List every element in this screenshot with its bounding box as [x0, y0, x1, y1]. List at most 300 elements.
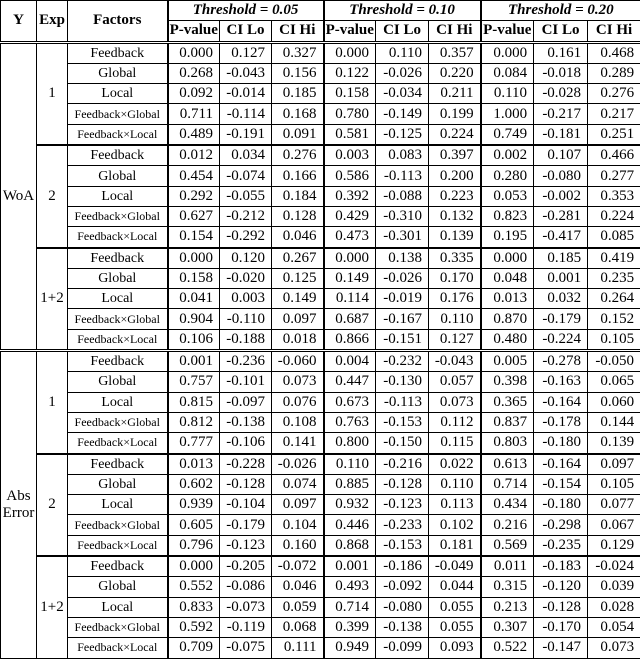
ci-lo-cell: -0.120	[534, 577, 588, 597]
header-ci-lo: CI Lo	[220, 21, 272, 42]
ci-lo-cell: -0.205	[220, 556, 272, 577]
ci-lo-cell: -0.099	[376, 638, 429, 658]
pvalue-cell: 0.447	[324, 372, 376, 392]
pvalue-cell: 0.149	[324, 268, 376, 288]
ci-hi-cell: 0.139	[429, 227, 481, 248]
ci-lo-cell: -0.128	[220, 474, 272, 494]
ci-lo-cell: -0.130	[376, 372, 429, 392]
ci-lo-cell: -0.310	[376, 206, 429, 226]
ci-hi-cell: 0.129	[588, 535, 640, 556]
ci-lo-cell: -0.292	[220, 227, 272, 248]
ci-lo-cell: -0.164	[534, 392, 588, 412]
table-row	[1, 372, 640, 392]
pvalue-cell: 0.048	[481, 268, 534, 288]
ci-lo-cell: -0.097	[220, 392, 272, 412]
ci-lo-cell: -0.153	[376, 412, 429, 432]
pvalue-cell: 0.714	[481, 474, 534, 494]
header-ci-hi: CI Hi	[429, 21, 481, 42]
ci-hi-cell: 0.220	[429, 63, 481, 83]
ci-hi-cell: -0.043	[429, 351, 481, 372]
pvalue-cell: 0.154	[168, 227, 220, 248]
ci-lo-cell: 0.110	[376, 42, 429, 63]
pvalue-cell: 0.454	[168, 166, 220, 186]
ci-lo-cell: 0.003	[220, 289, 272, 309]
ci-hi-cell: 0.335	[429, 248, 481, 269]
ci-lo-cell: -0.034	[376, 84, 429, 104]
ci-lo-cell: -0.080	[376, 597, 429, 617]
ci-lo-cell: -0.086	[220, 577, 272, 597]
table-row	[1, 556, 640, 577]
header-row-thresholds	[1, 1, 640, 21]
ci-hi-cell: 0.112	[429, 412, 481, 432]
ci-lo-cell: 0.032	[534, 289, 588, 309]
ci-lo-cell: -0.113	[376, 166, 429, 186]
pvalue-cell: 0.110	[481, 84, 534, 104]
experiment-cell: 1+2	[37, 248, 68, 351]
header-ci-lo: CI Lo	[534, 21, 588, 42]
ci-hi-cell: 0.211	[429, 84, 481, 104]
ci-lo-cell: -0.217	[534, 104, 588, 124]
ci-hi-cell: 0.327	[272, 42, 324, 63]
ci-lo-cell: -0.301	[376, 227, 429, 248]
pvalue-cell: 0.837	[481, 412, 534, 432]
ci-hi-cell: 0.264	[588, 289, 640, 309]
ci-hi-cell: 0.057	[429, 372, 481, 392]
pvalue-cell: 0.803	[481, 433, 534, 454]
ci-hi-cell: 0.152	[588, 309, 640, 329]
table-row	[1, 433, 640, 454]
ci-lo-cell: -0.233	[376, 515, 429, 535]
ci-lo-cell: -0.235	[534, 535, 588, 556]
pvalue-cell: 0.398	[481, 372, 534, 392]
header-pvalue: P-value	[481, 21, 534, 42]
table-row	[1, 329, 640, 350]
ci-hi-cell: 0.067	[588, 515, 640, 535]
ci-lo-cell: -0.055	[220, 186, 272, 206]
ci-hi-cell: 0.046	[272, 577, 324, 597]
ci-hi-cell: 0.044	[429, 577, 481, 597]
ci-lo-cell: -0.075	[220, 638, 272, 658]
table-row	[1, 412, 640, 432]
factor-cell: Feedback	[68, 351, 168, 372]
ci-lo-cell: -0.002	[534, 186, 588, 206]
ci-hi-cell: 0.060	[588, 392, 640, 412]
pvalue-cell: 0.833	[168, 597, 220, 617]
experiment-cell: 2	[37, 454, 68, 556]
pvalue-cell: 0.399	[324, 617, 376, 637]
ci-lo-cell: 0.138	[376, 248, 429, 269]
table-row	[1, 309, 640, 329]
pvalue-cell: 0.763	[324, 412, 376, 432]
ci-hi-cell: 0.073	[588, 638, 640, 658]
pvalue-cell: 0.586	[324, 166, 376, 186]
header-pvalue: P-value	[168, 21, 220, 42]
pvalue-cell: 0.446	[324, 515, 376, 535]
ci-lo-cell: -0.113	[376, 392, 429, 412]
ci-lo-cell: -0.106	[220, 433, 272, 454]
factor-cell: Feedback	[68, 556, 168, 577]
ci-hi-cell: 0.357	[429, 42, 481, 63]
ci-hi-cell: 0.128	[272, 206, 324, 226]
y-variable-cell: Abs Error	[1, 351, 37, 658]
pvalue-cell: 0.213	[481, 597, 534, 617]
pvalue-cell: 0.673	[324, 392, 376, 412]
table-row	[1, 186, 640, 206]
pvalue-cell: 0.904	[168, 309, 220, 329]
experiment-cell: 1	[37, 42, 68, 145]
ci-lo-cell: -0.110	[220, 309, 272, 329]
pvalue-cell: 0.627	[168, 206, 220, 226]
factor-cell: Global	[68, 474, 168, 494]
factor-cell: Feedback×Global	[68, 104, 168, 124]
table-row	[1, 227, 640, 248]
ci-hi-cell: 0.046	[272, 227, 324, 248]
pvalue-cell: 0.613	[481, 454, 534, 475]
pvalue-cell: 0.932	[324, 495, 376, 515]
ci-lo-cell: -0.092	[376, 577, 429, 597]
pvalue-cell: 1.000	[481, 104, 534, 124]
pvalue-cell: 0.885	[324, 474, 376, 494]
ci-lo-cell: -0.236	[220, 351, 272, 372]
ci-lo-cell: -0.417	[534, 227, 588, 248]
ci-hi-cell: 0.076	[272, 392, 324, 412]
ci-hi-cell: 0.115	[429, 433, 481, 454]
ci-lo-cell: -0.179	[534, 309, 588, 329]
ci-hi-cell: 0.091	[272, 124, 324, 145]
ci-lo-cell: -0.164	[534, 454, 588, 475]
ci-hi-cell: 0.085	[588, 227, 640, 248]
ci-lo-cell: -0.153	[376, 535, 429, 556]
ci-lo-cell: 0.120	[220, 248, 272, 269]
ci-hi-cell: 0.018	[272, 329, 324, 350]
table-row	[1, 124, 640, 145]
factor-cell: Feedback	[68, 248, 168, 269]
ci-hi-cell: 0.104	[272, 515, 324, 535]
ci-lo-cell: -0.119	[220, 617, 272, 637]
ci-lo-cell: -0.043	[220, 63, 272, 83]
ci-lo-cell: -0.188	[220, 329, 272, 350]
ci-lo-cell: -0.114	[220, 104, 272, 124]
ci-hi-cell: 0.097	[272, 495, 324, 515]
header-threshold-010: Threshold = 0.10	[324, 1, 481, 21]
pvalue-cell: 0.605	[168, 515, 220, 535]
factor-cell: Global	[68, 372, 168, 392]
pvalue-cell: 0.823	[481, 206, 534, 226]
ci-lo-cell: -0.149	[376, 104, 429, 124]
pvalue-cell: 0.307	[481, 617, 534, 637]
factor-cell: Feedback×Local	[68, 433, 168, 454]
table-row	[1, 392, 640, 412]
pvalue-cell: 0.001	[324, 556, 376, 577]
pvalue-cell: 0.581	[324, 124, 376, 145]
pvalue-cell: 0.429	[324, 206, 376, 226]
ci-hi-cell: 0.065	[588, 372, 640, 392]
ci-hi-cell: 0.251	[588, 124, 640, 145]
pvalue-cell: 0.000	[168, 248, 220, 269]
ci-lo-cell: -0.020	[220, 268, 272, 288]
ci-hi-cell: 0.093	[429, 638, 481, 658]
ci-hi-cell: 0.054	[588, 617, 640, 637]
ci-hi-cell: 0.108	[272, 412, 324, 432]
ci-lo-cell: -0.298	[534, 515, 588, 535]
ci-hi-cell: 0.039	[588, 577, 640, 597]
ci-hi-cell: 0.224	[588, 206, 640, 226]
ci-hi-cell: 0.141	[272, 433, 324, 454]
ci-lo-cell: -0.278	[534, 351, 588, 372]
ci-hi-cell: 0.055	[429, 617, 481, 637]
ci-hi-cell: -0.024	[588, 556, 640, 577]
pvalue-cell: 0.000	[481, 42, 534, 63]
ci-lo-cell: -0.104	[220, 495, 272, 515]
pvalue-cell: 0.004	[324, 351, 376, 372]
ci-lo-cell: -0.180	[534, 433, 588, 454]
ci-hi-cell: 0.113	[429, 495, 481, 515]
factor-cell: Feedback×Global	[68, 515, 168, 535]
pvalue-cell: 0.434	[481, 495, 534, 515]
factor-cell: Feedback×Local	[68, 227, 168, 248]
ci-hi-cell: 0.156	[272, 63, 324, 83]
ci-lo-cell: -0.216	[376, 454, 429, 475]
ci-hi-cell: 0.110	[429, 309, 481, 329]
ci-lo-cell: -0.147	[534, 638, 588, 658]
ci-lo-cell: -0.281	[534, 206, 588, 226]
ci-hi-cell: 0.277	[588, 166, 640, 186]
header-threshold-005: Threshold = 0.05	[168, 1, 324, 21]
ci-hi-cell: 0.160	[272, 535, 324, 556]
pvalue-cell: 0.777	[168, 433, 220, 454]
ci-lo-cell: -0.080	[534, 166, 588, 186]
header-pvalue: P-value	[324, 21, 376, 42]
pvalue-cell: 0.013	[481, 289, 534, 309]
ci-hi-cell: -0.049	[429, 556, 481, 577]
ci-lo-cell: -0.028	[534, 84, 588, 104]
ci-lo-cell: -0.101	[220, 372, 272, 392]
ci-lo-cell: -0.186	[376, 556, 429, 577]
pvalue-cell: 0.084	[481, 63, 534, 83]
ci-hi-cell: 0.466	[588, 145, 640, 166]
ci-hi-cell: -0.060	[272, 351, 324, 372]
factor-cell: Feedback	[68, 42, 168, 63]
ci-hi-cell: 0.468	[588, 42, 640, 63]
ci-hi-cell: 0.139	[588, 433, 640, 454]
ci-hi-cell: 0.073	[429, 392, 481, 412]
factor-cell: Feedback×Local	[68, 535, 168, 556]
ci-lo-cell: -0.163	[534, 372, 588, 392]
factor-cell: Local	[68, 186, 168, 206]
table-body	[1, 42, 640, 658]
pvalue-cell: 0.195	[481, 227, 534, 248]
ci-hi-cell: 0.199	[429, 104, 481, 124]
ci-hi-cell: 0.097	[588, 454, 640, 475]
ci-hi-cell: 0.217	[588, 104, 640, 124]
ci-lo-cell: -0.232	[376, 351, 429, 372]
pvalue-cell: 0.489	[168, 124, 220, 145]
ci-hi-cell: 0.022	[429, 454, 481, 475]
ci-hi-cell: 0.176	[429, 289, 481, 309]
table-row	[1, 289, 640, 309]
ci-lo-cell: 0.127	[220, 42, 272, 63]
ci-hi-cell: -0.050	[588, 351, 640, 372]
factor-cell: Global	[68, 577, 168, 597]
header-factors: Factors	[68, 1, 168, 43]
ci-hi-cell: 0.111	[272, 638, 324, 658]
table-row	[1, 454, 640, 475]
ci-hi-cell: -0.026	[272, 454, 324, 475]
factor-cell: Feedback×Local	[68, 124, 168, 145]
ci-lo-cell: -0.019	[376, 289, 429, 309]
pvalue-cell: 0.392	[324, 186, 376, 206]
ci-hi-cell: 0.097	[272, 309, 324, 329]
ci-lo-cell: -0.125	[376, 124, 429, 145]
pvalue-cell: 0.868	[324, 535, 376, 556]
ci-hi-cell: 0.125	[272, 268, 324, 288]
ci-hi-cell: 0.068	[272, 617, 324, 637]
pvalue-cell: 0.522	[481, 638, 534, 658]
factor-cell: Local	[68, 597, 168, 617]
table-row	[1, 535, 640, 556]
table-row	[1, 638, 640, 658]
pvalue-cell: 0.114	[324, 289, 376, 309]
pvalue-cell: 0.000	[324, 248, 376, 269]
header-ci-hi: CI Hi	[588, 21, 640, 42]
table-row	[1, 145, 640, 166]
pvalue-cell: 0.939	[168, 495, 220, 515]
factor-cell: Feedback	[68, 145, 168, 166]
factor-cell: Local	[68, 289, 168, 309]
ci-lo-cell: -0.191	[220, 124, 272, 145]
ci-hi-cell: 0.289	[588, 63, 640, 83]
ci-hi-cell: 0.028	[588, 597, 640, 617]
ci-lo-cell: 0.083	[376, 145, 429, 166]
table-row	[1, 206, 640, 226]
ci-hi-cell: 0.397	[429, 145, 481, 166]
ci-hi-cell: 0.105	[588, 474, 640, 494]
ci-hi-cell: 0.170	[429, 268, 481, 288]
pvalue-cell: 0.110	[324, 454, 376, 475]
table-row	[1, 63, 640, 83]
ci-lo-cell: -0.180	[534, 495, 588, 515]
ci-lo-cell: -0.181	[534, 124, 588, 145]
pvalue-cell: 0.000	[481, 248, 534, 269]
pvalue-cell: 0.041	[168, 289, 220, 309]
ci-hi-cell: 0.110	[429, 474, 481, 494]
pvalue-cell: 0.158	[168, 268, 220, 288]
ci-hi-cell: 0.102	[429, 515, 481, 535]
ci-hi-cell: 0.073	[272, 372, 324, 392]
pvalue-cell: 0.796	[168, 535, 220, 556]
header-threshold-020: Threshold = 0.20	[481, 1, 640, 21]
pvalue-cell: 0.000	[324, 42, 376, 63]
pvalue-cell: 0.003	[324, 145, 376, 166]
pvalue-cell: 0.106	[168, 329, 220, 350]
ci-lo-cell: -0.026	[376, 268, 429, 288]
pvalue-cell: 0.602	[168, 474, 220, 494]
pvalue-cell: 0.757	[168, 372, 220, 392]
pvalue-cell: 0.005	[481, 351, 534, 372]
ci-lo-cell: -0.228	[220, 454, 272, 475]
pvalue-cell: 0.092	[168, 84, 220, 104]
factor-cell: Global	[68, 166, 168, 186]
ci-lo-cell: -0.088	[376, 186, 429, 206]
ci-lo-cell: -0.138	[220, 412, 272, 432]
pvalue-cell: 0.011	[481, 556, 534, 577]
ci-hi-cell: 0.185	[272, 84, 324, 104]
pvalue-cell: 0.949	[324, 638, 376, 658]
factor-cell: Feedback	[68, 454, 168, 475]
pvalue-cell: 0.053	[481, 186, 534, 206]
header-ci-lo: CI Lo	[376, 21, 429, 42]
pvalue-cell: 0.815	[168, 392, 220, 412]
ci-lo-cell: -0.150	[376, 433, 429, 454]
ci-hi-cell: 0.235	[588, 268, 640, 288]
pvalue-cell: 0.280	[481, 166, 534, 186]
ci-hi-cell: 0.059	[272, 597, 324, 617]
pvalue-cell: 0.749	[481, 124, 534, 145]
experiment-cell: 2	[37, 145, 68, 247]
experiment-cell: 1+2	[37, 556, 68, 658]
ci-lo-cell: -0.128	[534, 597, 588, 617]
pvalue-cell: 0.714	[324, 597, 376, 617]
pvalue-cell: 0.473	[324, 227, 376, 248]
table-row	[1, 248, 640, 269]
pvalue-cell: 0.493	[324, 577, 376, 597]
factor-cell: Feedback×Global	[68, 412, 168, 432]
factor-cell: Feedback×Local	[68, 638, 168, 658]
ci-lo-cell: -0.018	[534, 63, 588, 83]
ci-lo-cell: -0.151	[376, 329, 429, 350]
pvalue-cell: 0.158	[324, 84, 376, 104]
pvalue-cell: 0.292	[168, 186, 220, 206]
ci-hi-cell: 0.144	[588, 412, 640, 432]
factor-cell: Feedback×Global	[68, 617, 168, 637]
ci-hi-cell: 0.149	[272, 289, 324, 309]
pvalue-cell: 0.687	[324, 309, 376, 329]
ci-hi-cell: 0.200	[429, 166, 481, 186]
factor-cell: Local	[68, 84, 168, 104]
table-row	[1, 42, 640, 63]
pvalue-cell: 0.592	[168, 617, 220, 637]
ci-hi-cell: 0.055	[429, 597, 481, 617]
y-variable-cell: WoA	[1, 42, 37, 350]
pvalue-cell: 0.709	[168, 638, 220, 658]
factor-cell: Feedback×Global	[68, 309, 168, 329]
factor-cell: Local	[68, 495, 168, 515]
pvalue-cell: 0.800	[324, 433, 376, 454]
ci-hi-cell: 0.168	[272, 104, 324, 124]
table-row	[1, 577, 640, 597]
ci-lo-cell: -0.026	[376, 63, 429, 83]
pvalue-cell: 0.002	[481, 145, 534, 166]
pvalue-cell: 0.480	[481, 329, 534, 350]
factor-cell: Feedback×Global	[68, 206, 168, 226]
ci-lo-cell: -0.128	[376, 474, 429, 494]
factor-cell: Local	[68, 392, 168, 412]
ci-hi-cell: 0.074	[272, 474, 324, 494]
ci-hi-cell: 0.184	[272, 186, 324, 206]
pvalue-cell: 0.780	[324, 104, 376, 124]
ci-lo-cell: 0.034	[220, 145, 272, 166]
factor-cell: Global	[68, 268, 168, 288]
ci-lo-cell: -0.014	[220, 84, 272, 104]
pvalue-cell: 0.569	[481, 535, 534, 556]
ci-lo-cell: -0.167	[376, 309, 429, 329]
table-row	[1, 495, 640, 515]
ci-lo-cell: 0.001	[534, 268, 588, 288]
table-row	[1, 84, 640, 104]
ci-hi-cell: 0.166	[272, 166, 324, 186]
ci-lo-cell: -0.179	[220, 515, 272, 535]
pvalue-cell: 0.812	[168, 412, 220, 432]
